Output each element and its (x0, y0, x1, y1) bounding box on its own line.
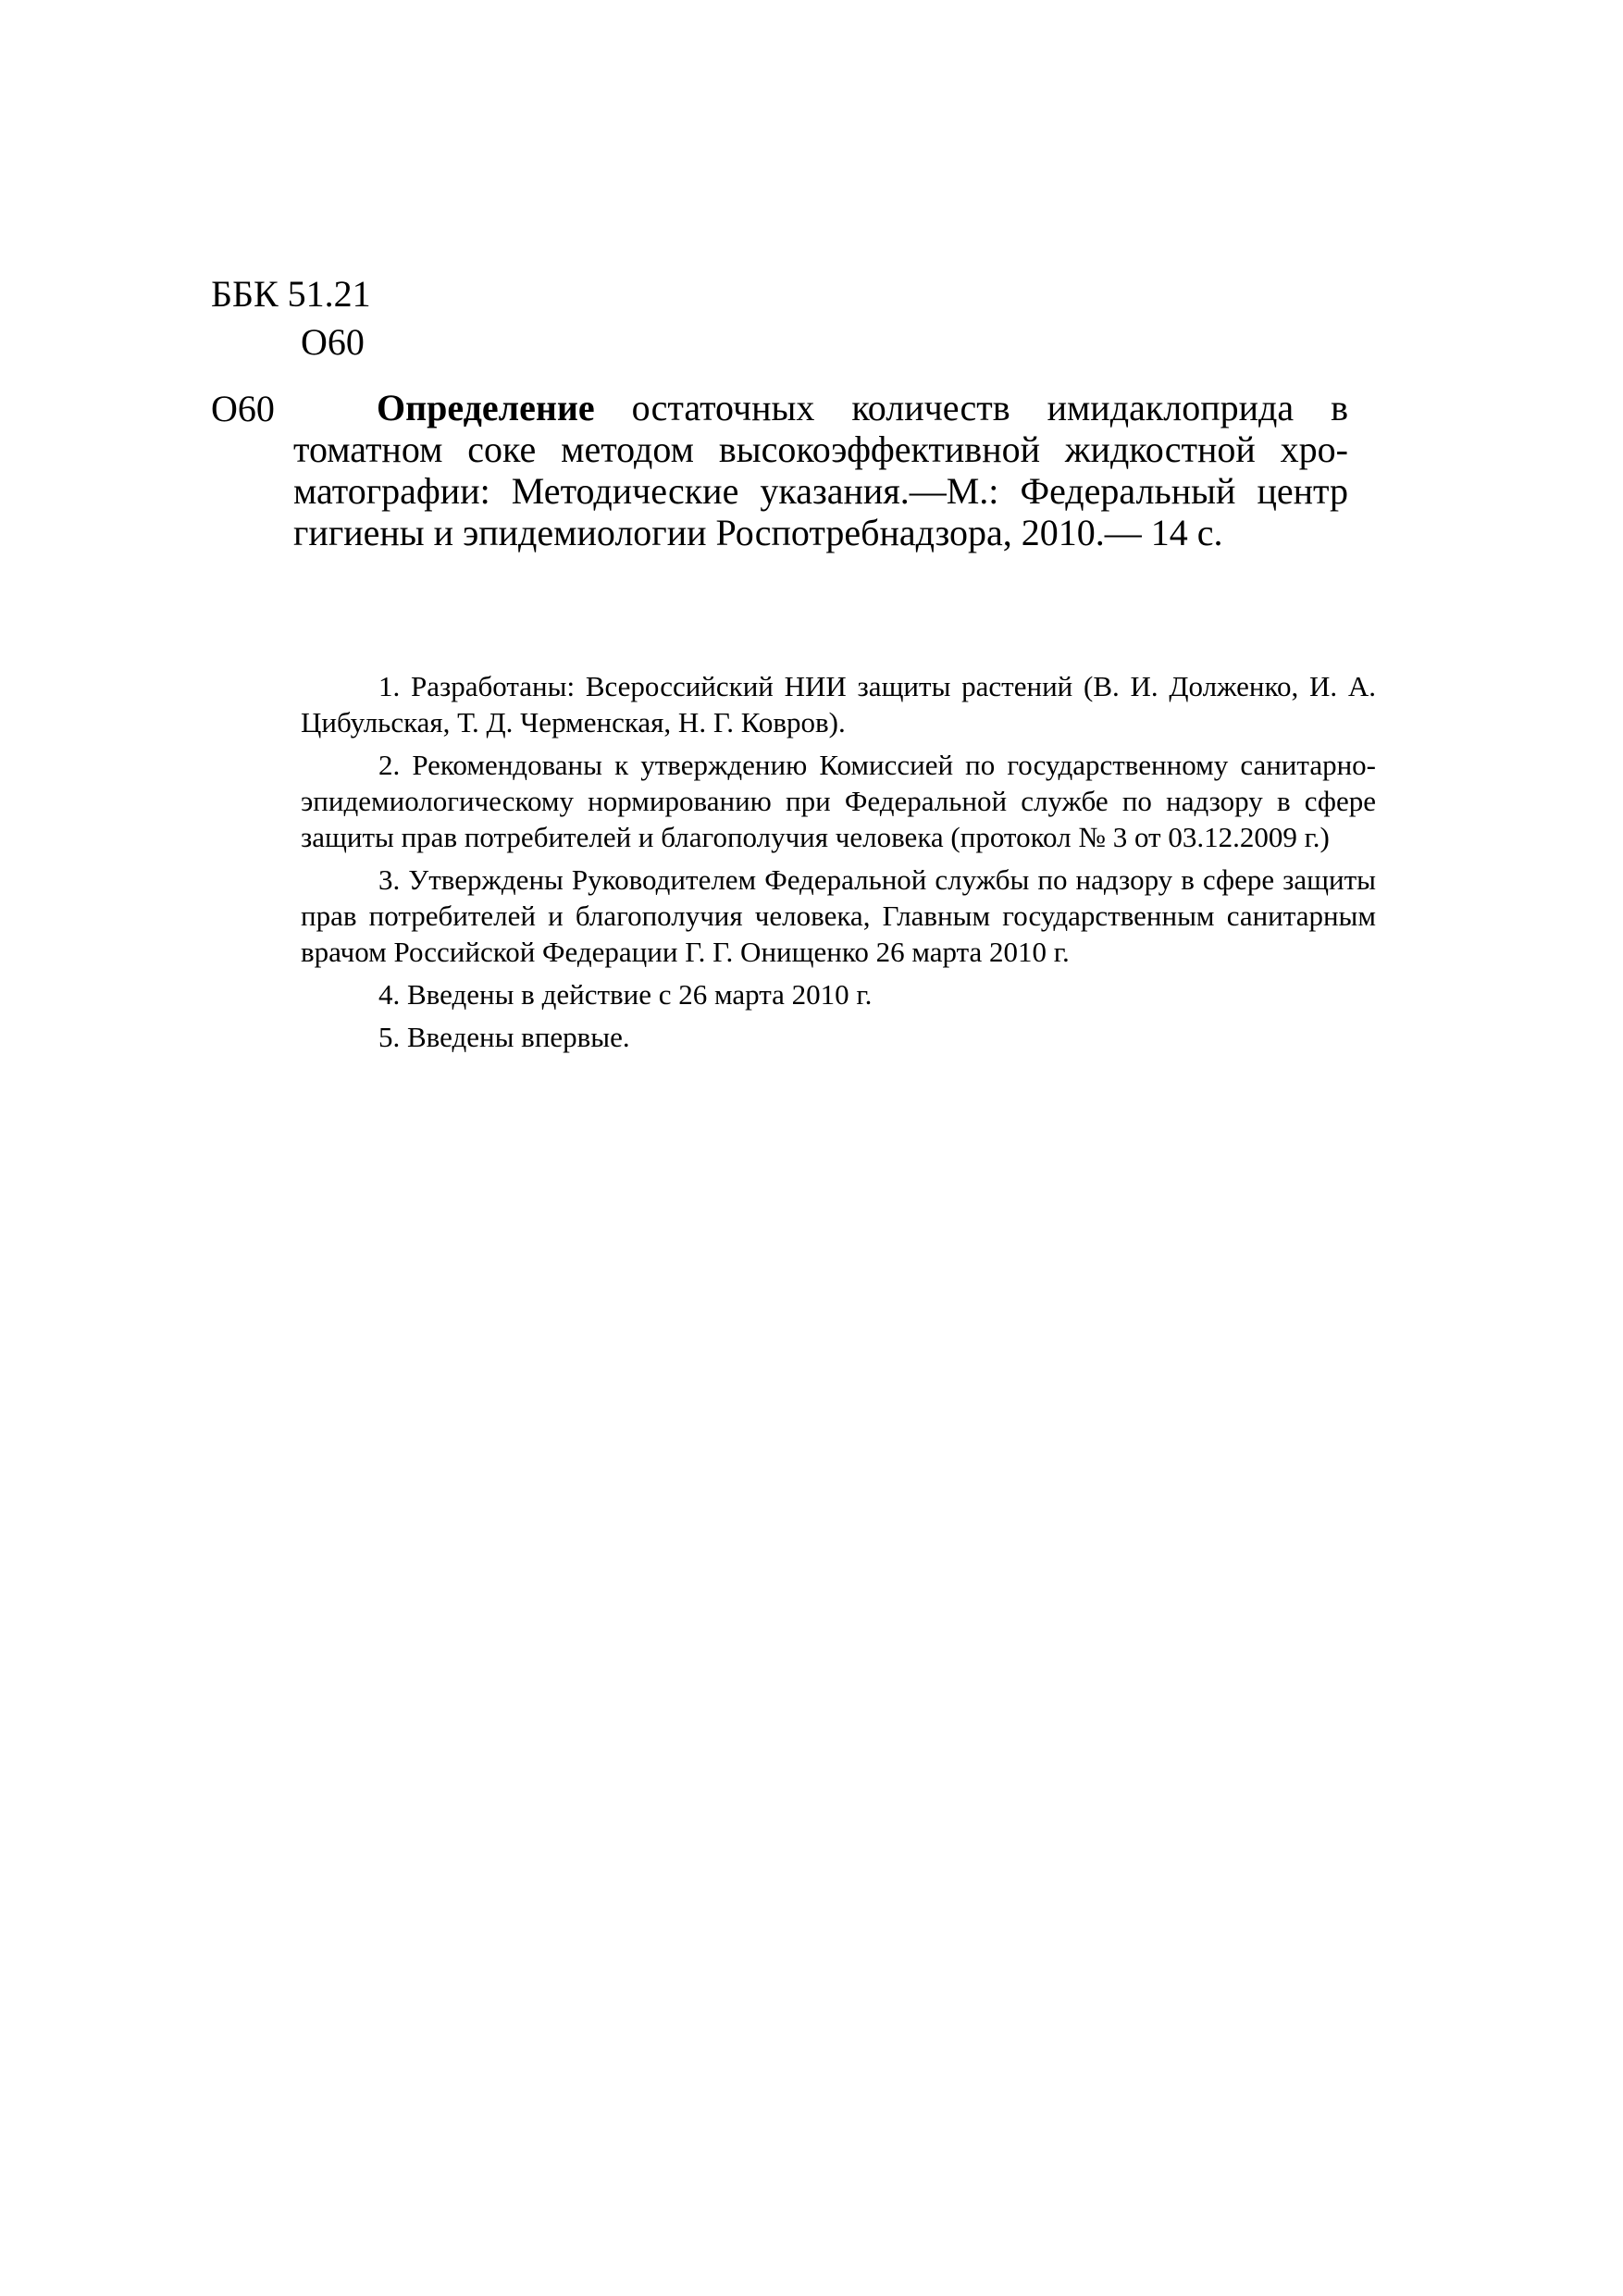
entry-lead-word: Определение (377, 387, 595, 428)
note-item: 4. Введены в действие с 26 марта 2010 г. (378, 978, 873, 1011)
note-item: 3. Утверждены Руководителем Федеральной службы по надзору в сфере защиты прав потребителей и благополучия человека, Главным государственным санитарным врачом Российской Федерации Г. Г. Онищенко 26 марта 2010 г. (301, 863, 1376, 968)
entry-author-mark: О60 (211, 388, 275, 429)
note-item: 2. Рекомендованы к утверждению Комиссией по государственному санитарно-эпидемиологическому нормированию при Федеральной службе по надзору в сфере защиты прав потребителей и благополучия человека (протокол № 3 от 03.12.2009 г.) (301, 749, 1376, 853)
bbk-code: ББК 51.21 (211, 273, 371, 315)
notes-list (301, 668, 1376, 1061)
note-item: 5. Введены впервые. (378, 1021, 630, 1053)
entry-description: остаточных количеств имидаклоприда в томатном соке методом высокоэффективной жидкостной хроматографии: Методические указания.—М.: Федеральный центр гигиены и эпидемиологии Роспотребнадзора, 2010.— 14 с. (293, 387, 1348, 553)
bibliographic-entry (210, 387, 1348, 553)
bbk-author-mark: О60 (301, 321, 365, 363)
note-item: 1. Разработаны: Всероссийский НИИ защиты растений (В. И. Долженко, И. А. Цибульская, Т. Д. Черменская, Н. Г. Ковров). (301, 670, 1376, 738)
